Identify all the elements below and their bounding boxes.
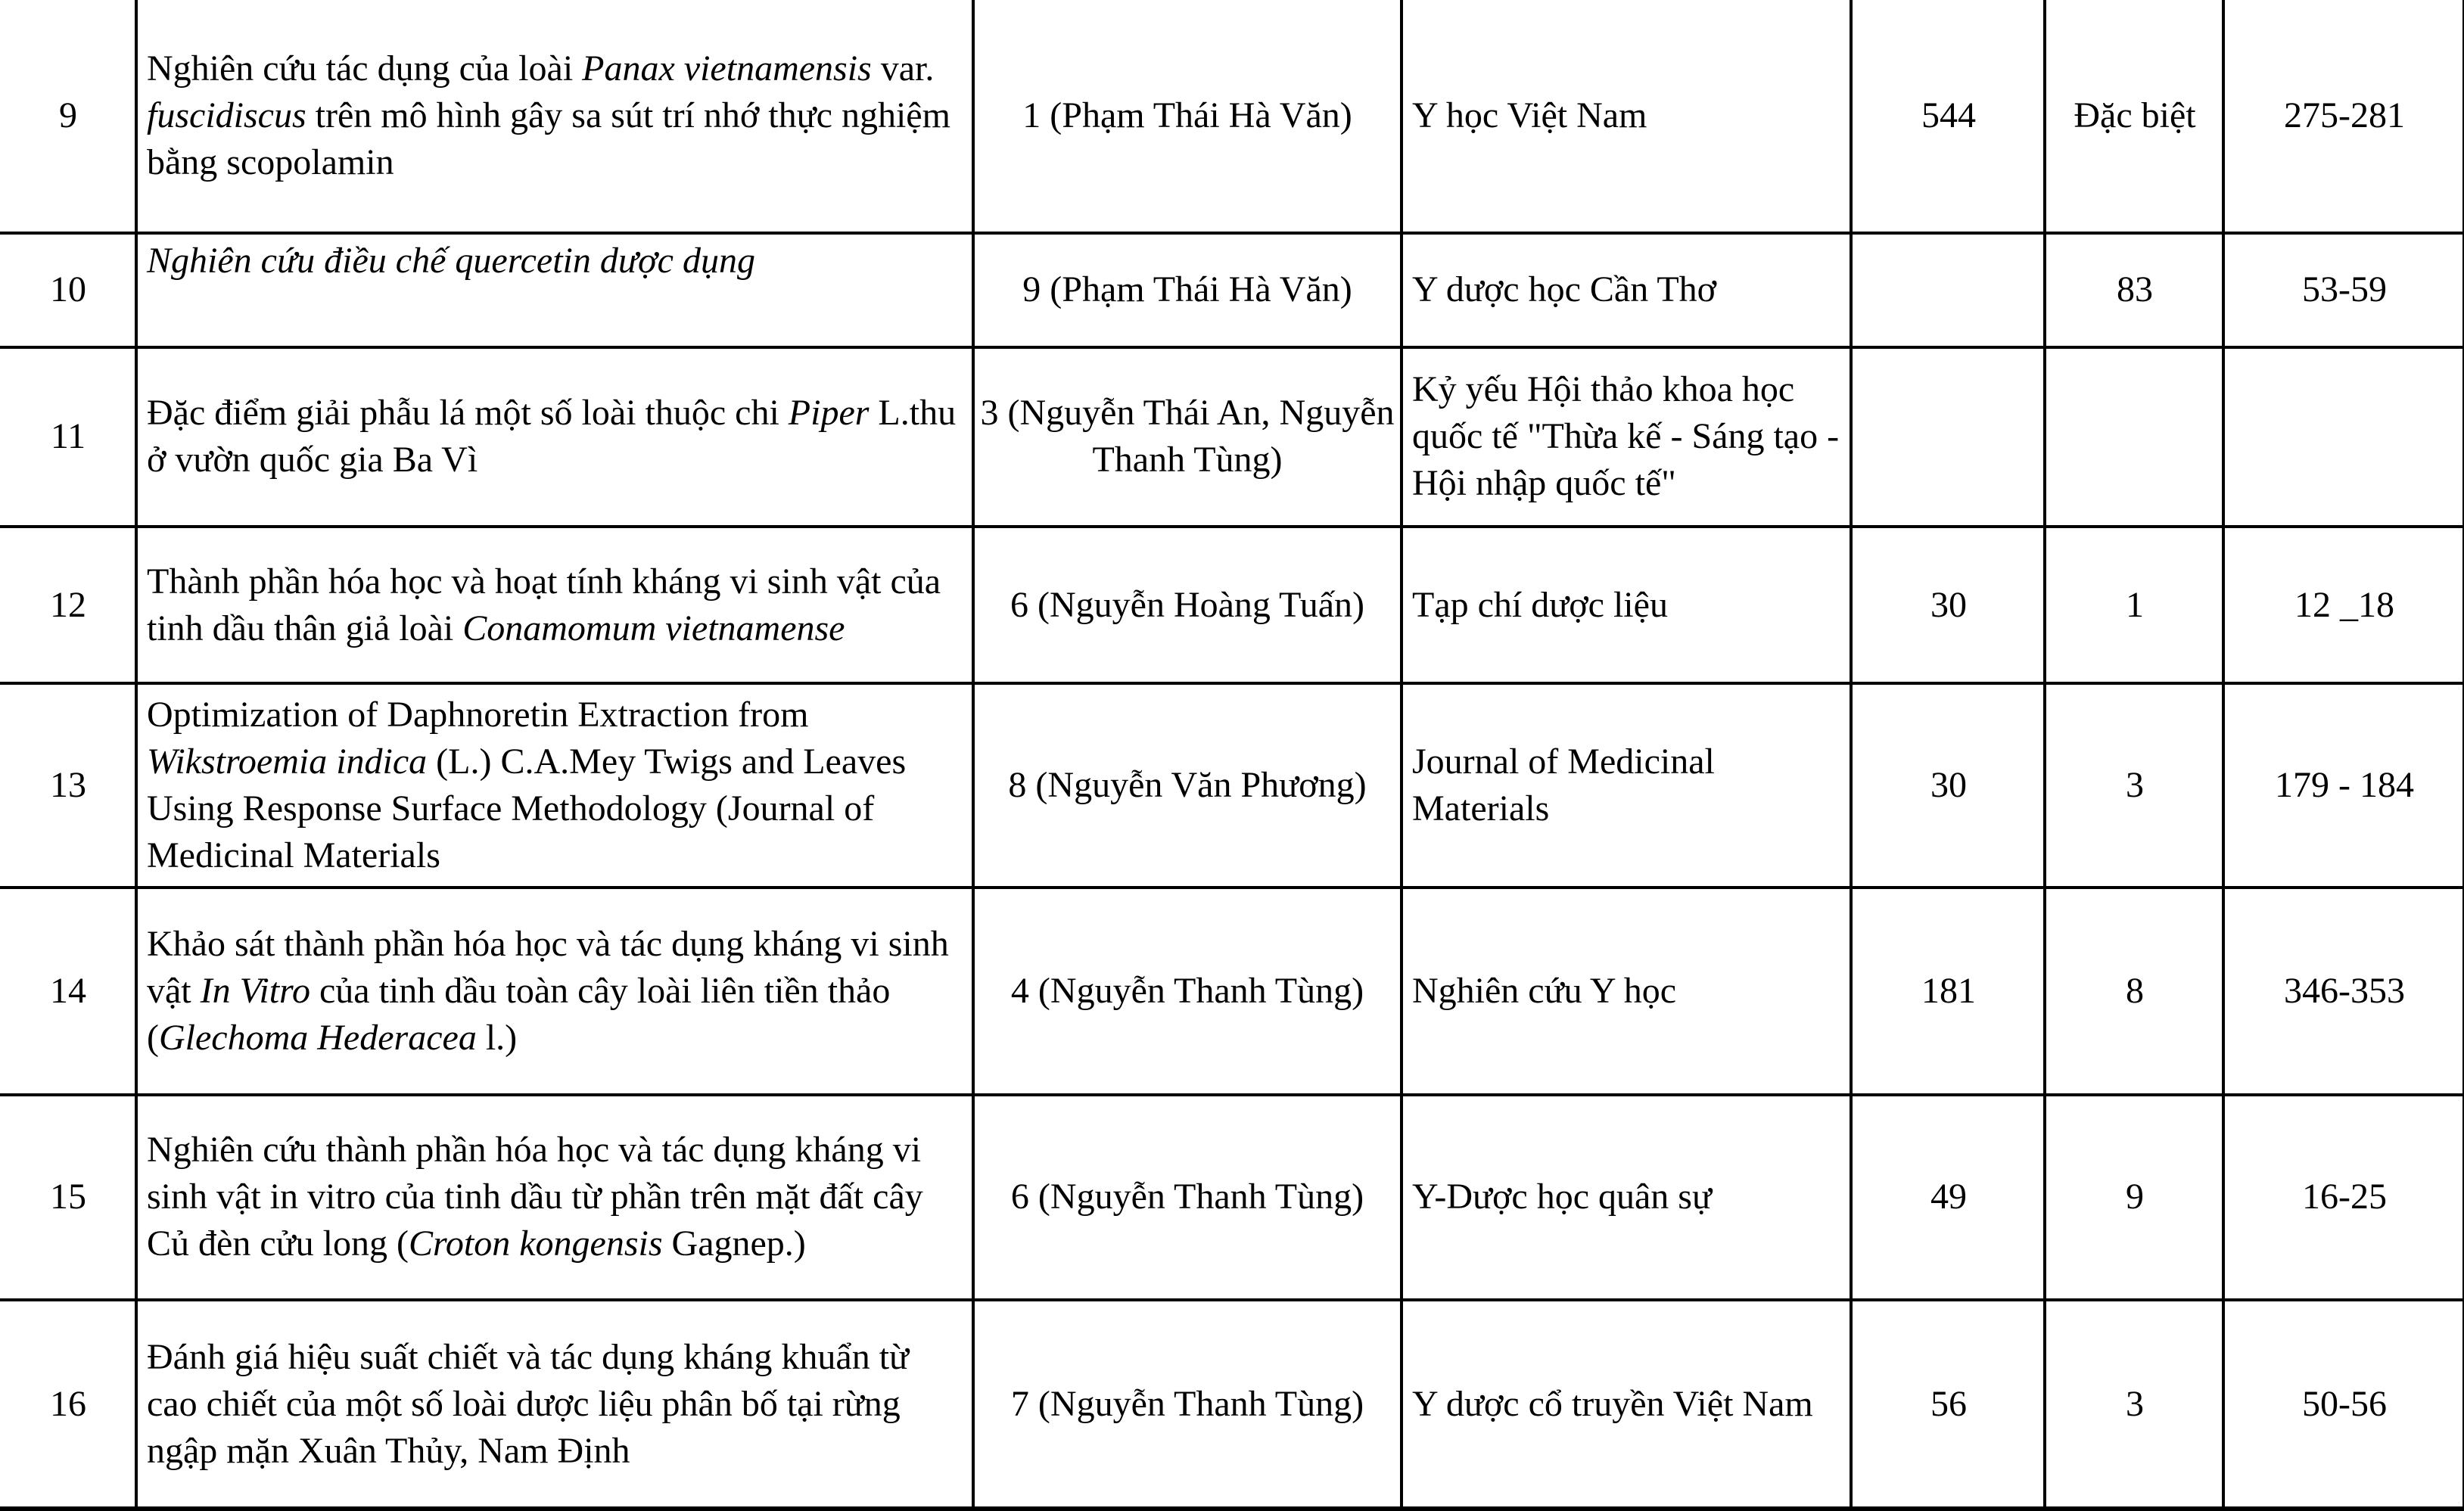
issue-cell: 8: [2045, 888, 2223, 1095]
issue-cell: 83: [2045, 233, 2223, 347]
pages-cell: 275-281: [2223, 0, 2464, 233]
article-title: Khảo sát thành phần hóa học và tác dụng kháng vi sinh vật In Vitro của tinh dầu toàn cây loài liên tiền thảo (Glechoma Hederacea l.): [136, 888, 973, 1095]
table-row: [0, 1300, 2464, 1509]
volume-cell: 56: [1851, 1300, 2045, 1509]
pages-cell: 346-353: [2223, 888, 2464, 1095]
authors-cell: 9 (Phạm Thái Hà Văn): [973, 233, 1402, 347]
pages-cell: [2223, 347, 2464, 527]
article-title: Nghiên cứu thành phần hóa học và tác dụng kháng vi sinh vật in vitro của tinh dầu từ phần trên mặt đất cây Củ đèn cửu long (Croton kongensis Gagnep.): [136, 1095, 973, 1301]
row-number: 9: [0, 0, 136, 233]
volume-cell: [1851, 347, 2045, 527]
table-row: [0, 0, 2464, 233]
pages-cell: 16-25: [2223, 1095, 2464, 1301]
pages-cell: 50-56: [2223, 1300, 2464, 1509]
row-number: 10: [0, 233, 136, 347]
journal-cell: Nghiên cứu Y học: [1402, 888, 1851, 1095]
issue-cell: [2045, 347, 2223, 527]
article-title: Optimization of Daphnoretin Extraction from Wikstroemia indica (L.) C.A.Mey Twigs and Leaves Using Response Surface Methodology (Journal of Medicinal Materials: [136, 683, 973, 888]
authors-cell: 6 (Nguyễn Hoàng Tuấn): [973, 527, 1402, 683]
volume-cell: 30: [1851, 683, 2045, 888]
row-number: 13: [0, 683, 136, 888]
volume-cell: 30: [1851, 527, 2045, 683]
row-number: 14: [0, 888, 136, 1095]
volume-cell: 181: [1851, 888, 2045, 1095]
journal-cell: Kỷ yếu Hội thảo khoa học quốc tế "Thừa kế - Sáng tạo - Hội nhập quốc tế": [1402, 347, 1851, 527]
authors-cell: 8 (Nguyễn Văn Phương): [973, 683, 1402, 888]
table-row: [0, 888, 2464, 1095]
issue-cell: 9: [2045, 1095, 2223, 1301]
authors-cell: 4 (Nguyễn Thanh Tùng): [973, 888, 1402, 1095]
pages-cell: 179 - 184: [2223, 683, 2464, 888]
issue-cell: 3: [2045, 683, 2223, 888]
row-number: 16: [0, 1300, 136, 1509]
journal-cell: Y học Việt Nam: [1402, 0, 1851, 233]
authors-cell: 6 (Nguyễn Thanh Tùng): [973, 1095, 1402, 1301]
issue-cell: Đặc biệt: [2045, 0, 2223, 233]
pages-cell: 53-59: [2223, 233, 2464, 347]
article-title: Đánh giá hiệu suất chiết và tác dụng kháng khuẩn từ cao chiết của một số loài dược liệu phân bố tại rừng ngập mặn Xuân Thủy, Nam Định: [136, 1300, 973, 1509]
table-row: [0, 683, 2464, 888]
pages-cell: 12 _18: [2223, 527, 2464, 683]
authors-cell: 3 (Nguyễn Thái An, Nguyễn Thanh Tùng): [973, 347, 1402, 527]
authors-cell: 1 (Phạm Thái Hà Văn): [973, 0, 1402, 233]
journal-cell: Journal of Medicinal Materials: [1402, 683, 1851, 888]
journal-cell: Y dược học Cần Thơ: [1402, 233, 1851, 347]
row-number: 15: [0, 1095, 136, 1301]
authors-cell: 7 (Nguyễn Thanh Tùng): [973, 1300, 1402, 1509]
volume-cell: [1851, 233, 2045, 347]
table-row: [0, 233, 2464, 347]
article-title: Nghiên cứu điều chế quercetin dược dụng: [136, 233, 973, 347]
volume-cell: 544: [1851, 0, 2045, 233]
table-row: [0, 1095, 2464, 1301]
table-row: [0, 527, 2464, 683]
journal-cell: Y-Dược học quân sự: [1402, 1095, 1851, 1301]
row-number: 12: [0, 527, 136, 683]
volume-cell: 49: [1851, 1095, 2045, 1301]
article-title: Đặc điểm giải phẫu lá một số loài thuộc chi Piper L.thu ở vườn quốc gia Ba Vì: [136, 347, 973, 527]
journal-cell: Tạp chí dược liệu: [1402, 527, 1851, 683]
issue-cell: 1: [2045, 527, 2223, 683]
article-title: Nghiên cứu tác dụng của loài Panax vietnamensis var. fuscidiscus trên mô hình gây sa sút trí nhớ thực nghiệm bằng scopolamin: [136, 0, 973, 233]
row-number: 11: [0, 347, 136, 527]
article-title: Thành phần hóa học và hoạt tính kháng vi sinh vật của tinh dầu thân giả loài Conamomum vietnamense: [136, 527, 973, 683]
table-row: [0, 347, 2464, 527]
journal-cell: Y dược cổ truyền Việt Nam: [1402, 1300, 1851, 1509]
issue-cell: 3: [2045, 1300, 2223, 1509]
